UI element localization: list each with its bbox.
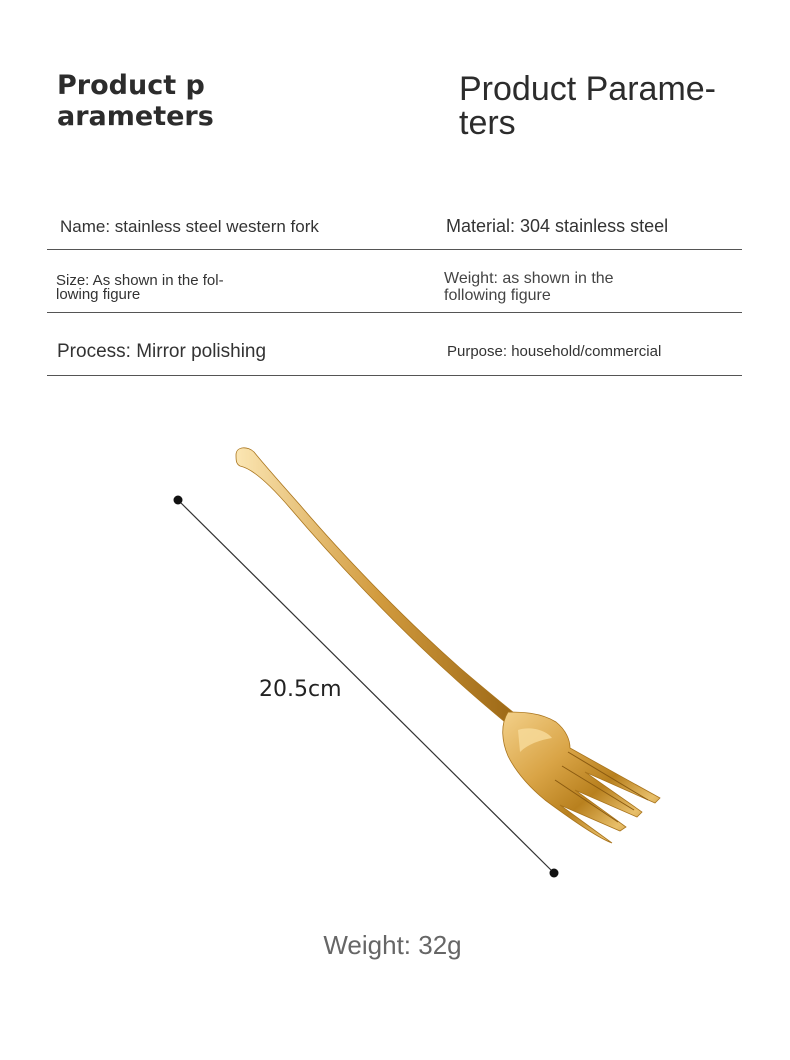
page-title-right bbox=[459, 72, 749, 140]
param-size-line1: Size: As shown in the fol- bbox=[56, 272, 224, 289]
parameters-row bbox=[47, 313, 742, 376]
param-weight bbox=[444, 270, 664, 304]
dimension-line bbox=[174, 496, 559, 878]
param-process: Process: Mirror polishing bbox=[57, 341, 267, 362]
title-left-line1: Product p bbox=[57, 70, 205, 101]
param-size-line2: lowing figure bbox=[56, 286, 141, 303]
parameters-row bbox=[47, 187, 742, 250]
param-weight-line1: Weight: as shown in the bbox=[444, 270, 614, 287]
parameters-table bbox=[47, 187, 742, 376]
fork-illustration bbox=[0, 400, 790, 920]
length-label: 20.5cm bbox=[259, 677, 342, 702]
param-name: Name: stainless steel western fork bbox=[60, 217, 319, 236]
title-left-line2: arameters bbox=[57, 101, 214, 132]
title-right-line2: ters bbox=[459, 104, 516, 142]
param-purpose: Purpose: household/commercial bbox=[447, 343, 662, 360]
dimension-end-dot bbox=[550, 869, 559, 878]
weight-caption: Weight: 32g bbox=[323, 930, 462, 960]
parameters-row bbox=[47, 250, 742, 313]
param-size bbox=[56, 274, 256, 302]
title-right-line1: Product Parame- bbox=[459, 70, 716, 108]
param-weight-line2: following figure bbox=[444, 287, 551, 304]
fork-icon bbox=[236, 448, 660, 843]
dimension-start-dot bbox=[174, 496, 183, 505]
param-material: Material: 304 stainless steel bbox=[446, 216, 669, 236]
page-title-left bbox=[57, 70, 217, 132]
